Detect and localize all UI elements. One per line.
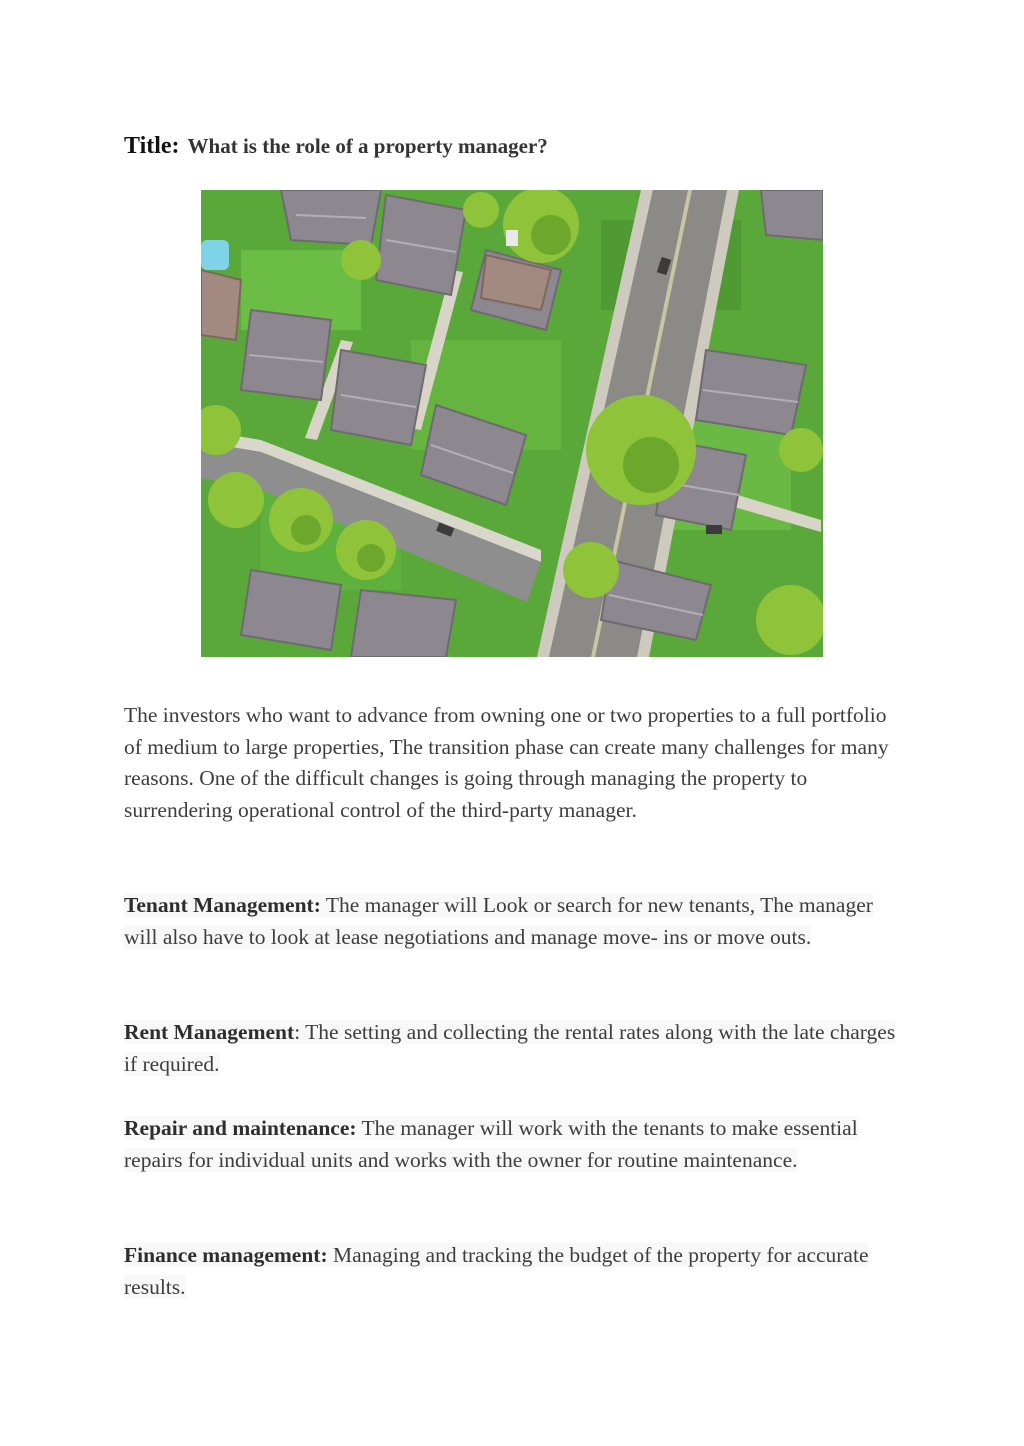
repair-maintenance-heading: Repair and maintenance: <box>124 1116 357 1140</box>
rent-management-body: : The setting and collecting the rental rates along with the late charges if required. <box>124 1020 896 1076</box>
rent-management-heading: Rent Management <box>124 1020 295 1044</box>
finance-management-heading: Finance management: <box>124 1243 328 1267</box>
finance-management-body: Managing and tracking the budget of the property for accurate results. <box>124 1243 869 1299</box>
repair-maintenance-paragraph <box>124 1113 904 1176</box>
tenant-management-paragraph <box>124 890 904 953</box>
page-title <box>124 124 548 161</box>
finance-management-paragraph <box>124 1240 904 1303</box>
title-label: Title: <box>124 133 180 159</box>
tenant-management-heading: Tenant Management: <box>124 893 321 917</box>
title-text: What is the role of a property manager? <box>187 134 548 158</box>
repair-maintenance-body: The manager will work with the tenants to make essential repairs for individual units and works with the owner for routine maintenance. <box>124 1116 858 1172</box>
rent-management-paragraph <box>124 1017 904 1080</box>
intro-paragraph: The investors who want to advance from owning one or two properties to a full portfolio of medium to large properties, The transition phase can create many challenges for many reasons. One of the difficult changes is going through managing the property to surrendering operational control of the third-party manager. <box>124 703 889 823</box>
tenant-management-body: The manager will Look or search for new tenants, The manager will also have to look at lease negotiations and manage move- ins or move outs. <box>124 893 873 949</box>
aerial-neighborhood-photo <box>201 190 823 657</box>
